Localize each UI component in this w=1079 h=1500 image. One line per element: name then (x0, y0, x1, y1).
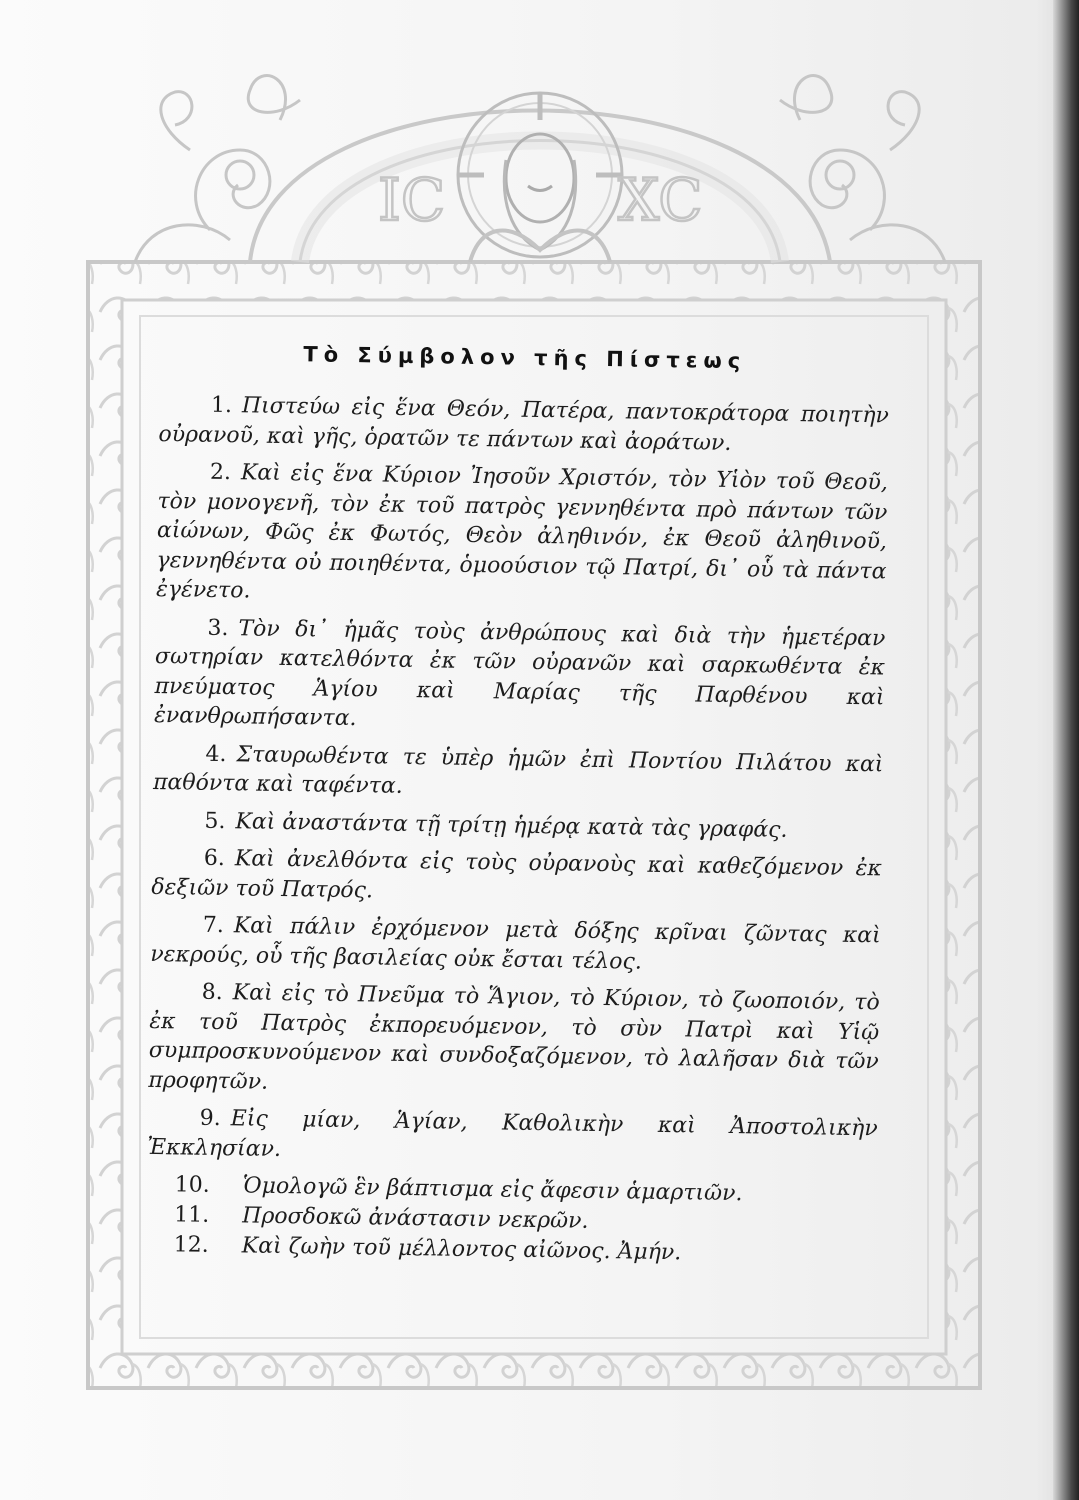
article-text: Καὶ εἰς ἕνα Κύριον Ἰησοῦν Χριστόν, τὸν Υἱὸν τοῦ Θεοῦ, τὸν μονογενῆ, τὸν ἐκ τοῦ πατρὸς γεννηθέντα πρὸ πάντων τῶν αἰώνων, Φῶς ἐκ Φωτός, Θεὸν ἀληθινόν, ἐκ Θεοῦ ἀληθινοῦ, γεννηθέντα οὐ ποιηθέντα, ὁμοούσιον τῷ Πατρί, δι᾽ οὗ τὰ πάντα ἐγένετο. (155, 460, 889, 604)
article-text: Σταυρωθέντα τε ὑπὲρ ἡμῶν ἐπὶ Ποντίου Πιλάτου καὶ παθόντα καὶ ταφέντα. (152, 741, 884, 799)
article-5 (152, 805, 882, 846)
monogram-right: XC (618, 166, 703, 234)
article-text: Εἰς μίαν, Ἁγίαν, Καθολικὴν καὶ Ἀποστολικὴν Ἐκκλησίαν. (147, 1106, 878, 1162)
article-9 (147, 1103, 878, 1173)
article-number: 1. (210, 392, 233, 419)
creed-text (146, 340, 890, 1271)
article-text: Καὶ πάλιν ἐρχόμενον μετὰ δόξης κρῖναι ζῶντας καὶ νεκρούς, οὗ τῆς βασιλείας οὐκ ἔσται τέλος. (150, 913, 881, 975)
page-edge-shadow (1053, 0, 1079, 1500)
article-number: 7. (202, 912, 225, 939)
article-text: Τὸν δι᾽ ἡμᾶς τοὺς ἀνθρώπους καὶ διὰ τὴν ἡμετέραν σωτηρίαν κατελθόντα ἐκ τῶν οὐρανῶν καὶ σαρκωθέντα ἐκ πνεύματος Ἁγίου καὶ Μαρίας τῆς Παρθένου καὶ ἐνανθρωπήσαντα. (153, 615, 886, 732)
article-2 (156, 457, 888, 616)
article-number: 8. (201, 979, 223, 1006)
article-7 (150, 910, 881, 980)
article-text: Ὁμολογῶ ἓν βάπτισμα εἰς ἄφεσιν ἁμαρτιῶν. (242, 1173, 743, 1207)
flourish-right (780, 76, 945, 262)
article-text: Καὶ εἰς τὸ Πνεῦμα τὸ Ἅγιον, τὸ Κύριον, τὸ ζωοποιόν, τὸ ἐκ τοῦ Πατρὸς ἐκπορευόμενον, τὸ σὺν Πατρὶ καὶ Υἱῷ συμπροσκυνούμενον καὶ συνδοξαζόμενον, τὸ λαλῆσαν διὰ τῶν προφητῶν. (148, 980, 880, 1095)
article-text: Καὶ ἀνελθόντα εἰς τοὺς οὐρανοὺς καὶ καθεζόμενον ἐκ δεξιῶν τοῦ Πατρός. (151, 846, 882, 903)
article-number: 9. (199, 1105, 221, 1132)
article-text: Πιστεύω εἰς ἕνα Θεόν, Πατέρα, παντοκράτορα ποιητὴν οὐρανοῦ, καὶ γῆς, ὁρατῶν τε πάντων καὶ ἀοράτων. (158, 393, 890, 456)
flourish-left (135, 76, 300, 262)
article-number: 11. (174, 1202, 210, 1228)
christ-icon (458, 93, 622, 262)
article-8 (148, 977, 880, 1106)
article-number: 4. (205, 741, 227, 767)
article-number: 10. (174, 1172, 210, 1198)
article-number: 2. (209, 459, 232, 486)
article-text: Καὶ ἀναστάντα τῇ τρίτῃ ἡμέρᾳ κατὰ τὰς γραφάς. (235, 808, 788, 843)
article-1 (158, 390, 889, 460)
article-6 (151, 843, 882, 913)
article-text: Προσδοκῶ ἀνάστασιν νεκρῶν. (242, 1203, 589, 1234)
page-title: Τὸ Σύμβολον τῆς Πίστεως (303, 342, 747, 374)
article-text: Καὶ ζωὴν τοῦ μέλλοντος αἰῶνος. Ἀμήν. (241, 1233, 682, 1266)
article-number: 3. (207, 615, 229, 641)
article-number: 6. (203, 845, 226, 872)
article-number: 12. (173, 1232, 209, 1258)
article-4 (153, 738, 884, 808)
article-3 (154, 612, 886, 741)
monogram-left: IC (378, 166, 446, 234)
article-number: 5. (204, 808, 226, 834)
